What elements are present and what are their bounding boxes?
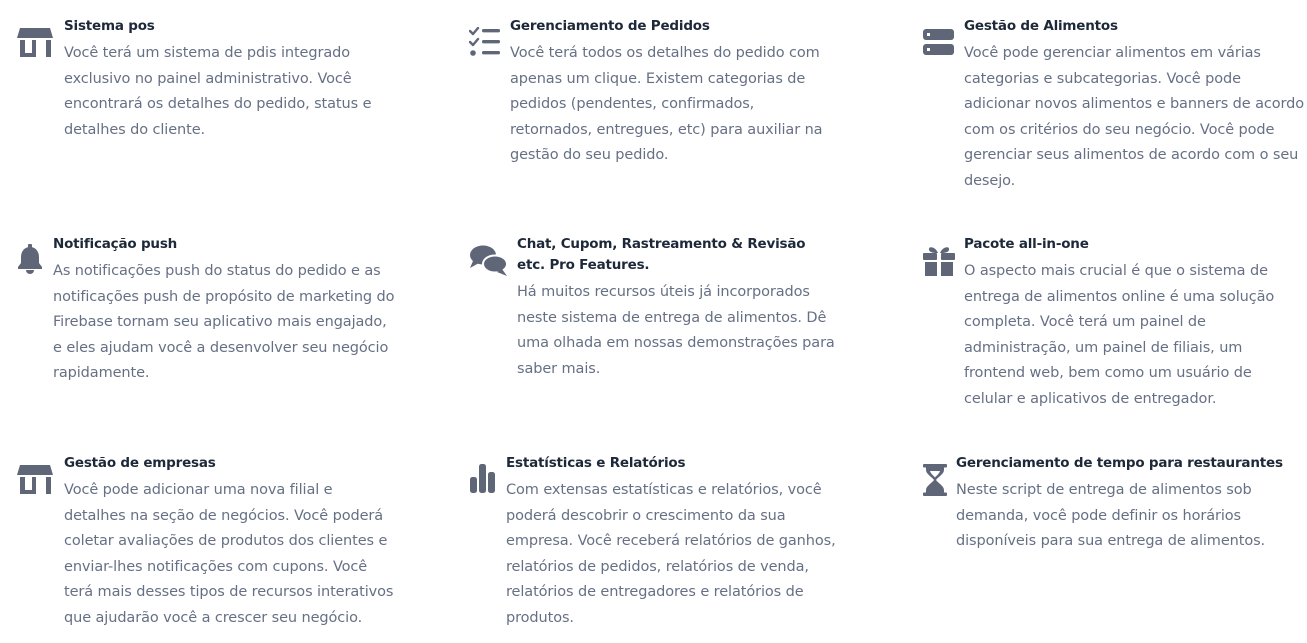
feature-description: As notificações push do status do pedido e as notificações push de propósito de marketing do Firebase tornam seu aplicativo mais engajado, e eles ajudam você a desenvolver seu negócio rapidamente.	[53, 263, 395, 382]
bell-icon	[17, 244, 43, 274]
feature-title: Gestão de empresas	[64, 455, 216, 471]
store-icon	[17, 464, 53, 496]
feature-title: Pacote all-in-one	[964, 236, 1089, 252]
feature-title: Gerenciamento de Pedidos	[510, 18, 710, 34]
feature-description: Você pode gerenciar alimentos em várias categorias e subcategorias. Você pode adicionar novos alimentos e banners de acordo com os critérios do seu negócio. Você pode gerenciar seus alimentos de acordo com o seu desejo.	[964, 45, 1305, 189]
feature-description: Com extensas estatísticas e relatórios, você poderá descobrir o crescimento da sua empresa. Você receberá relatórios de ganhos, relatórios de pedidos, relatórios de venda, relatórios de entregadores e relatórios de produtos.	[506, 482, 836, 626]
hourglass-icon	[923, 464, 947, 496]
chat-icon	[469, 245, 509, 277]
feature-title: Gestão de Alimentos	[964, 18, 1118, 34]
store-icon	[17, 27, 53, 59]
feature-title: Gerenciamento de tempo para restaurantes	[956, 455, 1283, 471]
feature-description: Neste script de entrega de alimentos sob demanda, você pode definir os horários disponíveis para sua entrega de alimentos.	[956, 482, 1266, 550]
server-icon	[923, 29, 955, 57]
feature-title: Estatísticas e Relatórios	[506, 455, 686, 471]
feature-title: Notificação push	[53, 236, 178, 252]
checklist-icon	[469, 27, 501, 57]
bar-chart-icon	[469, 464, 497, 494]
feature-description: Há muitos recursos úteis já incorporados neste sistema de entrega de alimentos. Dê uma olhada em nossas demonstrações para saber mais.	[517, 284, 835, 377]
gift-icon	[923, 245, 955, 277]
feature-description: O aspecto mais crucial é que o sistema de entrega de alimentos online é uma solução completa. Você terá um painel de administração, um painel de filiais, um frontend web, bem como um usuário de celular e aplicativos de entregador.	[964, 263, 1275, 407]
feature-description: Você pode adicionar uma nova filial e detalhes na seção de negócios. Você poderá coletar avaliações de produtos dos clientes e enviar-lhes notificações com cupons. Você terá mais desses tipos de recursos interativos que ajudarão você a crescer seu negócio.	[64, 482, 394, 626]
feature-description: Você terá todos os detalhes do pedido com apenas um clique. Existem categorias de pedidos (pendentes, confirmados, retornados, entregues, etc) para auxiliar na gestão do seu pedido.	[510, 45, 823, 164]
feature-description: Você terá um sistema de pdis integrado exclusivo no painel administrativo. Você encontrará os detalhes do pedido, status e detalhes do cliente.	[64, 45, 372, 138]
feature-title: Chat, Cupom, Rastreamento & Revisão etc. Pro Features.	[517, 236, 806, 273]
feature-title: Sistema pos	[64, 18, 155, 34]
